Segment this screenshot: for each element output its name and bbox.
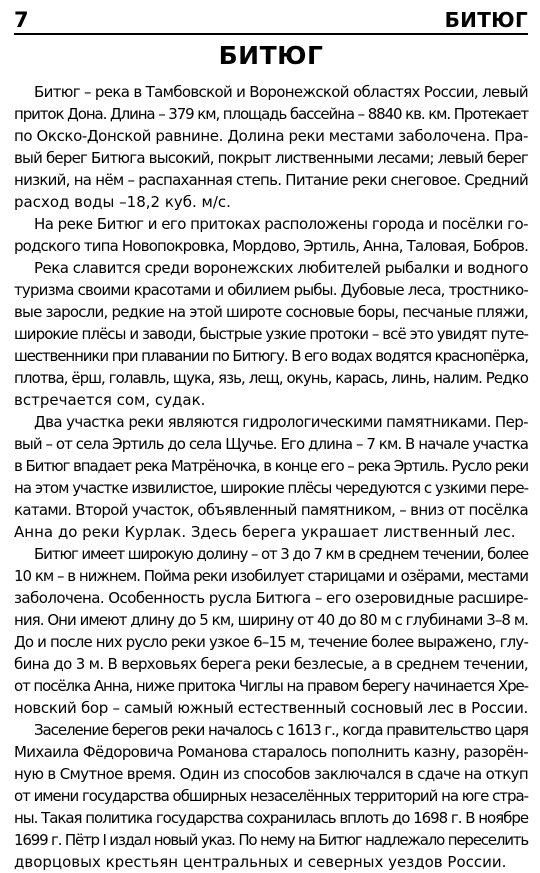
article-title: БИТЮГ xyxy=(218,41,324,70)
text-line: широкие плёсы и заводи, быстрые узкие протоки – всё это увидят путе- xyxy=(14,325,528,343)
text-line: Река славится среди воронежских любителей рыбалки и водного xyxy=(34,259,528,277)
article-body xyxy=(14,81,528,873)
text-line: Анна до реки Курлак. Здесь берега украшает лиственный лес. xyxy=(14,523,516,541)
text-line: на этом участке извилистое, широкие плёсы чередуются с узкими пере- xyxy=(14,479,529,497)
header-rule xyxy=(14,33,528,35)
book-page xyxy=(14,0,529,871)
text-line: Михаила Фёдоровича Романова старалось пополнить казну, разорён- xyxy=(14,743,528,761)
paragraph xyxy=(14,81,528,213)
paragraph xyxy=(14,213,528,257)
text-line: в Битюг впадает река Матрёночка, в конце его – река Эртиль. Русло реки xyxy=(14,457,529,475)
paragraph xyxy=(14,543,528,719)
text-line: новский бор – самый южный естественный сосновый лес в России. xyxy=(14,699,529,717)
text-line: 1699 г. Пётр I издал новый указ. По нему на Битюг надлежало переселить xyxy=(14,831,528,849)
paragraph xyxy=(14,411,528,543)
paragraph xyxy=(14,719,528,873)
text-line: вые заросли, редкие на этой широте сосновые боры, песчаные пляжи, xyxy=(14,303,529,321)
paragraph xyxy=(14,257,528,411)
text-line: На реке Битюг и его притоках расположены города и посёлки го- xyxy=(34,215,528,233)
text-line: от посёлка Анна, ниже притока Чиглы на правом берегу начинается Хре- xyxy=(14,677,528,695)
text-line: по Окско-Донской равнине. Долина реки местами заболочена. Пра- xyxy=(14,127,529,145)
running-title: БИТЮГ xyxy=(444,8,528,32)
text-line: низкий, на нём – распаханная степь. Питание реки снеговое. Средний xyxy=(14,171,529,189)
text-line: Два участка реки являются гидрологическими памятниками. Пер- xyxy=(34,413,528,431)
text-line: Битюг имеет широкую долину – от 3 до 7 км в среднем течении, более xyxy=(34,545,529,563)
text-line: катами. Второй участок, объявленный памятником, – вниз от посёлка xyxy=(14,501,528,519)
text-line: заболочена. Особенность русла Битюга – его озеровидные расшире- xyxy=(14,589,528,607)
text-line: от имени государства обширных незаселённых территорий на юге стра- xyxy=(14,787,529,805)
text-line: ную в Смутное время. Один из способов заключался в сдаче на откуп xyxy=(14,765,529,783)
text-line: туризма своими красотами и обилием рыбы. Дубовые леса, тростнико- xyxy=(14,281,528,299)
text-line: вый – от села Эртиль до села Щучье. Его длина – 7 км. В начале участка xyxy=(14,435,528,453)
text-line: бина до 3 м. В верховьях берега реки безлесые, а в среднем течении, xyxy=(14,655,528,673)
text-line: вый берег Битюга высокий, покрыт лиственными лесами; левый берег xyxy=(14,149,528,167)
text-line: До и после них русло реки узкое 6–15 м, течение более выражено, глу- xyxy=(14,633,529,651)
text-line: встречается сом, судак. xyxy=(14,391,206,409)
page-number: 7 xyxy=(14,8,29,32)
text-line: расход воды –18,2 куб. м/с. xyxy=(14,193,231,211)
text-line: 10 км – в нижнем. Пойма реки изобилует старицами и озёрами, местами xyxy=(14,567,529,585)
text-line: ния. Они имеют длину до 5 км, ширину от 40 до 80 м с глубинами 3–8 м. xyxy=(14,611,528,629)
text-line: ны. Такая политика государства сохранилась вплоть до 1698 г. В ноябре xyxy=(14,809,529,827)
running-header xyxy=(14,0,528,36)
text-line: дворцовых крестьян центральных и северных уездов России. xyxy=(14,853,507,871)
text-line: Битюг – река в Тамбовской и Воронежской областях России, левый xyxy=(34,83,529,101)
text-line: приток Дона. Длина – 379 км, площадь бассейна – 8840 кв. км. Протекает xyxy=(14,105,528,123)
text-line: Заселение берегов реки началось с 1613 г., когда правительство царя xyxy=(34,721,529,739)
text-line: родского типа Новопокровка, Мордово, Эртиль, Анна, Таловая, Бобров. xyxy=(14,237,528,255)
text-line: шественники при плавании по Битюгу. В его водах водятся краснопёрка, xyxy=(14,347,528,365)
text-line: плотва, ёрш, голавль, щука, язь, лещ, окунь, карась, линь, налим. Редко xyxy=(14,369,528,387)
